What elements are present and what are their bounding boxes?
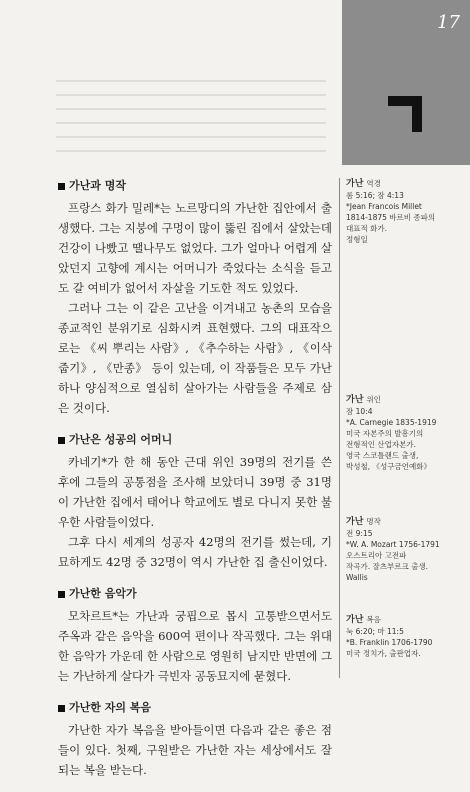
bullet-square-icon	[58, 705, 65, 712]
sidenote	[346, 178, 462, 245]
sidenote-subheading: 위인	[366, 395, 381, 404]
sidenote-line: 오스트리아 고전파	[346, 551, 407, 560]
sidenote-line: *B. Franklin 1706-1790	[346, 638, 433, 647]
section	[58, 698, 332, 780]
sidenote-line: 미국 정치가, 출판업자.	[346, 649, 421, 658]
sidenote-line: 영국 스코틀랜드 출생,	[346, 451, 419, 460]
bullet-square-icon	[58, 437, 65, 444]
sidenote-line: 잠 10:4	[346, 407, 373, 416]
paragraph: 카네기*가 한 해 동안 근대 위인 39명의 전기를 쓴 후에 그들의 공통점을 조사해 보았더니 39명 중 31명이 가난한 집에서 태어나 학교에도 별로 다니지 못한 불우한 사람들이었다.	[58, 455, 332, 529]
section	[58, 176, 332, 418]
sidenote-line: 정형일	[346, 235, 368, 244]
section	[58, 430, 332, 572]
sidenote-heading: 가난	[346, 615, 364, 625]
section-title: 가난한 음악가	[58, 584, 332, 604]
chapter-tab	[342, 0, 470, 165]
sidenote-subheading: 명작	[366, 517, 381, 526]
bullet-square-icon	[58, 591, 65, 598]
sidenote-line: *Jean Francois Millet	[346, 202, 422, 211]
sidenote-line: 미국 자본주의 발흥기의	[346, 429, 424, 438]
paragraph: 모차르트*는 가난과 궁핍으로 몹시 고통받으면서도 주옥과 같은 음악을 600여 편이나 작곡했다. 그는 위대한 음악가 가운데 한 사람으로 영원히 남지만 반면에 그는 가난하게 살다가 극빈자 공동묘지에 묻혔다.	[58, 609, 332, 683]
sidenote-line: 롬 5:16; 잠 4:13	[346, 191, 404, 200]
sidenote-line: 전 9:15	[346, 529, 373, 538]
section-title: 가난한 자의 복음	[58, 698, 332, 718]
bleed-through-text	[56, 80, 326, 160]
sidenote-subheading: 복음	[366, 615, 381, 624]
sidenote-heading: 가난	[346, 517, 364, 527]
sidenote-line: *W. A. Mozart 1756-1791	[346, 540, 440, 549]
bullet-square-icon	[58, 183, 65, 190]
sidenote-heading: 가난	[346, 179, 364, 189]
sidenote	[346, 614, 462, 659]
sidenote-line: 박성철, 《성구금언예화》	[346, 462, 431, 471]
sidenote-heading: 가난	[346, 395, 364, 405]
column-divider	[339, 178, 340, 678]
paragraph: 프랑스 화가 밀레*는 노르망디의 가난한 집안에서 출생했다. 그는 지붕에 구멍이 많이 뚫린 집에서 살았는데 건강이 나빴고 땔나무도 없었다. 그가 얼마나 어렵게 살았던지 고향에 계시는 어머니가 죽었다는 소식을 듣고도 갈 여비가 없어서 자살을 기도한 적도 있었다.	[58, 201, 332, 295]
sidenote-line: 작곡가. 잘츠부르크 출생.	[346, 562, 428, 571]
sidenote-line: 대표적 화가.	[346, 224, 387, 233]
section-title: 가난과 명작	[58, 176, 332, 196]
paragraph: 그후 다시 세계의 성공자 42명의 전기를 썼는데, 기묘하게도 42명 중 32명이 역시 가난한 집 출신이었다.	[58, 535, 332, 569]
sidenote-subheading: 역경	[366, 179, 381, 188]
section-title: 가난은 성공의 어머니	[58, 430, 332, 450]
sidenote-line: 눅 6:20; 마 11:5	[346, 627, 404, 636]
sidenote	[346, 394, 462, 472]
paragraph: 그러나 그는 이 같은 고난을 이겨내고 농촌의 모습을 종교적인 분위기로 심화시켜 표현했다. 그의 대표작으로는 《씨 뿌리는 사람》, 《추수하는 사람》, 《이삭 줍기》, 《만종》 등이 있는데, 이 작품들은 모두 가난하나 양심적으로 열심히 살아가는 사람들을 주제로 삼은 것이다.	[58, 301, 332, 415]
sidenote-line: Wallis	[346, 573, 368, 582]
page-number: 17	[437, 12, 460, 33]
chapter-consonant-mark	[388, 96, 422, 132]
section	[58, 584, 332, 686]
sidenote	[346, 516, 462, 583]
sidenote-line: 전형적인 산업자본가.	[346, 440, 416, 449]
sidenote-line: *A. Carnegie 1835-1919	[346, 418, 437, 427]
main-column	[58, 176, 332, 792]
sidenote-line: 1814-1875 바르비 종파의	[346, 213, 436, 222]
paragraph: 가난한 자가 복음을 받아들이면 다음과 같은 좋은 점들이 있다. 첫째, 구원받은 가난한 자는 세상에서도 잘되는 복을 받는다.	[58, 723, 332, 777]
